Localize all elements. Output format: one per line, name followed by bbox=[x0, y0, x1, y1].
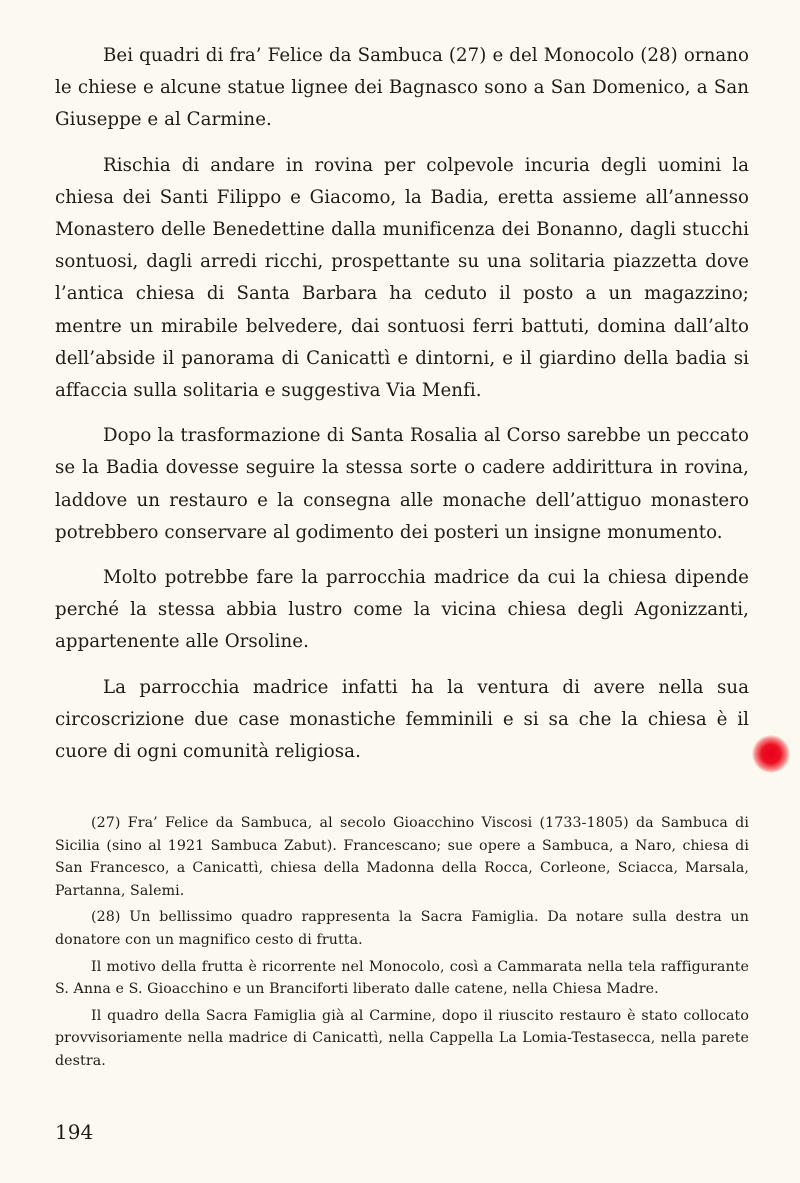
paragraph-2: Rischia di andare in rovina per colpevole incuria degli uomini la chiesa dei Santi Filippo e Giacomo, la Badia, eretta assieme all’annesso Monastero delle Benedettine dalla munificenza dei Bonanno, dagli stucchi sontuosi, dagli arredi ricchi, prospettante su una solitaria piazzetta dove l’antica chiesa di Santa Barbara ha ceduto il posto a un magazzino; mentre un mirabile belvedere, dai sontuosi ferri battuti, domina dall’alto dell’abside il panorama di Canicattì e dintorni, e il giardino della badia si affaccia sulla solitaria e suggestiva Via Menfi. bbox=[55, 154, 749, 402]
footnote-28: (28) Un bellissimo quadro rappresenta la Sacra Famiglia. Da notare sulla destra un donatore con un magnifico cesto di frutta. bbox=[55, 909, 749, 948]
red-marker-dot bbox=[752, 735, 790, 773]
page-number: 194 bbox=[55, 1120, 94, 1144]
footnote-27: (27) Fra’ Felice da Sambuca, al secolo Gioacchino Viscosi (1733-1805) da Sambuca di Sicilia (sino al 1921 Sambuca Zabut). Francescano; sue opere a Sambuca, a Naro, chiesa di San Francesco, a Canicattì, chiesa della Madonna della Rocca, Corleone, Sciacca, Marsala, Partanna, Salemi. bbox=[55, 815, 749, 899]
paragraph-1: Bei quadri di fra’ Felice da Sambuca (27) e del Monocolo (28) ornano le chiese e alcune statue lignee dei Bagnasco sono a San Domenico, a San Giuseppe e al Carmine. bbox=[55, 45, 749, 131]
main-text bbox=[55, 40, 749, 768]
paragraph-5: La parrocchia madrice infatti ha la ventura di avere nella sua circoscrizione due case monastiche femminili e si sa che la chiesa è il cuore di ogni comunità religiosa. bbox=[55, 676, 749, 763]
footnotes bbox=[55, 812, 749, 1077]
paragraph-3: Dopo la trasformazione di Santa Rosalia al Corso sarebbe un peccato se la Badia dovesse seguire la stessa sorte o cadere addirittura in rovina, laddove un restauro e la consegna alle monache dell’attiguo monastero potrebbero conservare al godimento dei posteri un insigne monumento. bbox=[55, 425, 749, 543]
paragraph-4: Molto potrebbe fare la parrocchia madrice da cui la chiesa dipende perché la stessa abbia lustro come la vicina chiesa degli Agonizzanti, appartenente alle Orsoline. bbox=[55, 567, 749, 653]
footnote-28-final: Il quadro della Sacra Famiglia già al Carmine, dopo il riuscito restauro è stato collocato provvisoriamente nella madrice di Canicattì, nella Cappella La Lomia-Testasecca, nella parete destra. bbox=[55, 1007, 749, 1069]
page-body bbox=[55, 40, 749, 781]
footnote-28-continued: Il motivo della frutta è ricorrente nel Monocolo, così a Cammarata nella tela raffigurante S. Anna e S. Gioacchino e un Branciforti liberato dalle catene, nella Chiesa Madre. bbox=[55, 958, 749, 998]
